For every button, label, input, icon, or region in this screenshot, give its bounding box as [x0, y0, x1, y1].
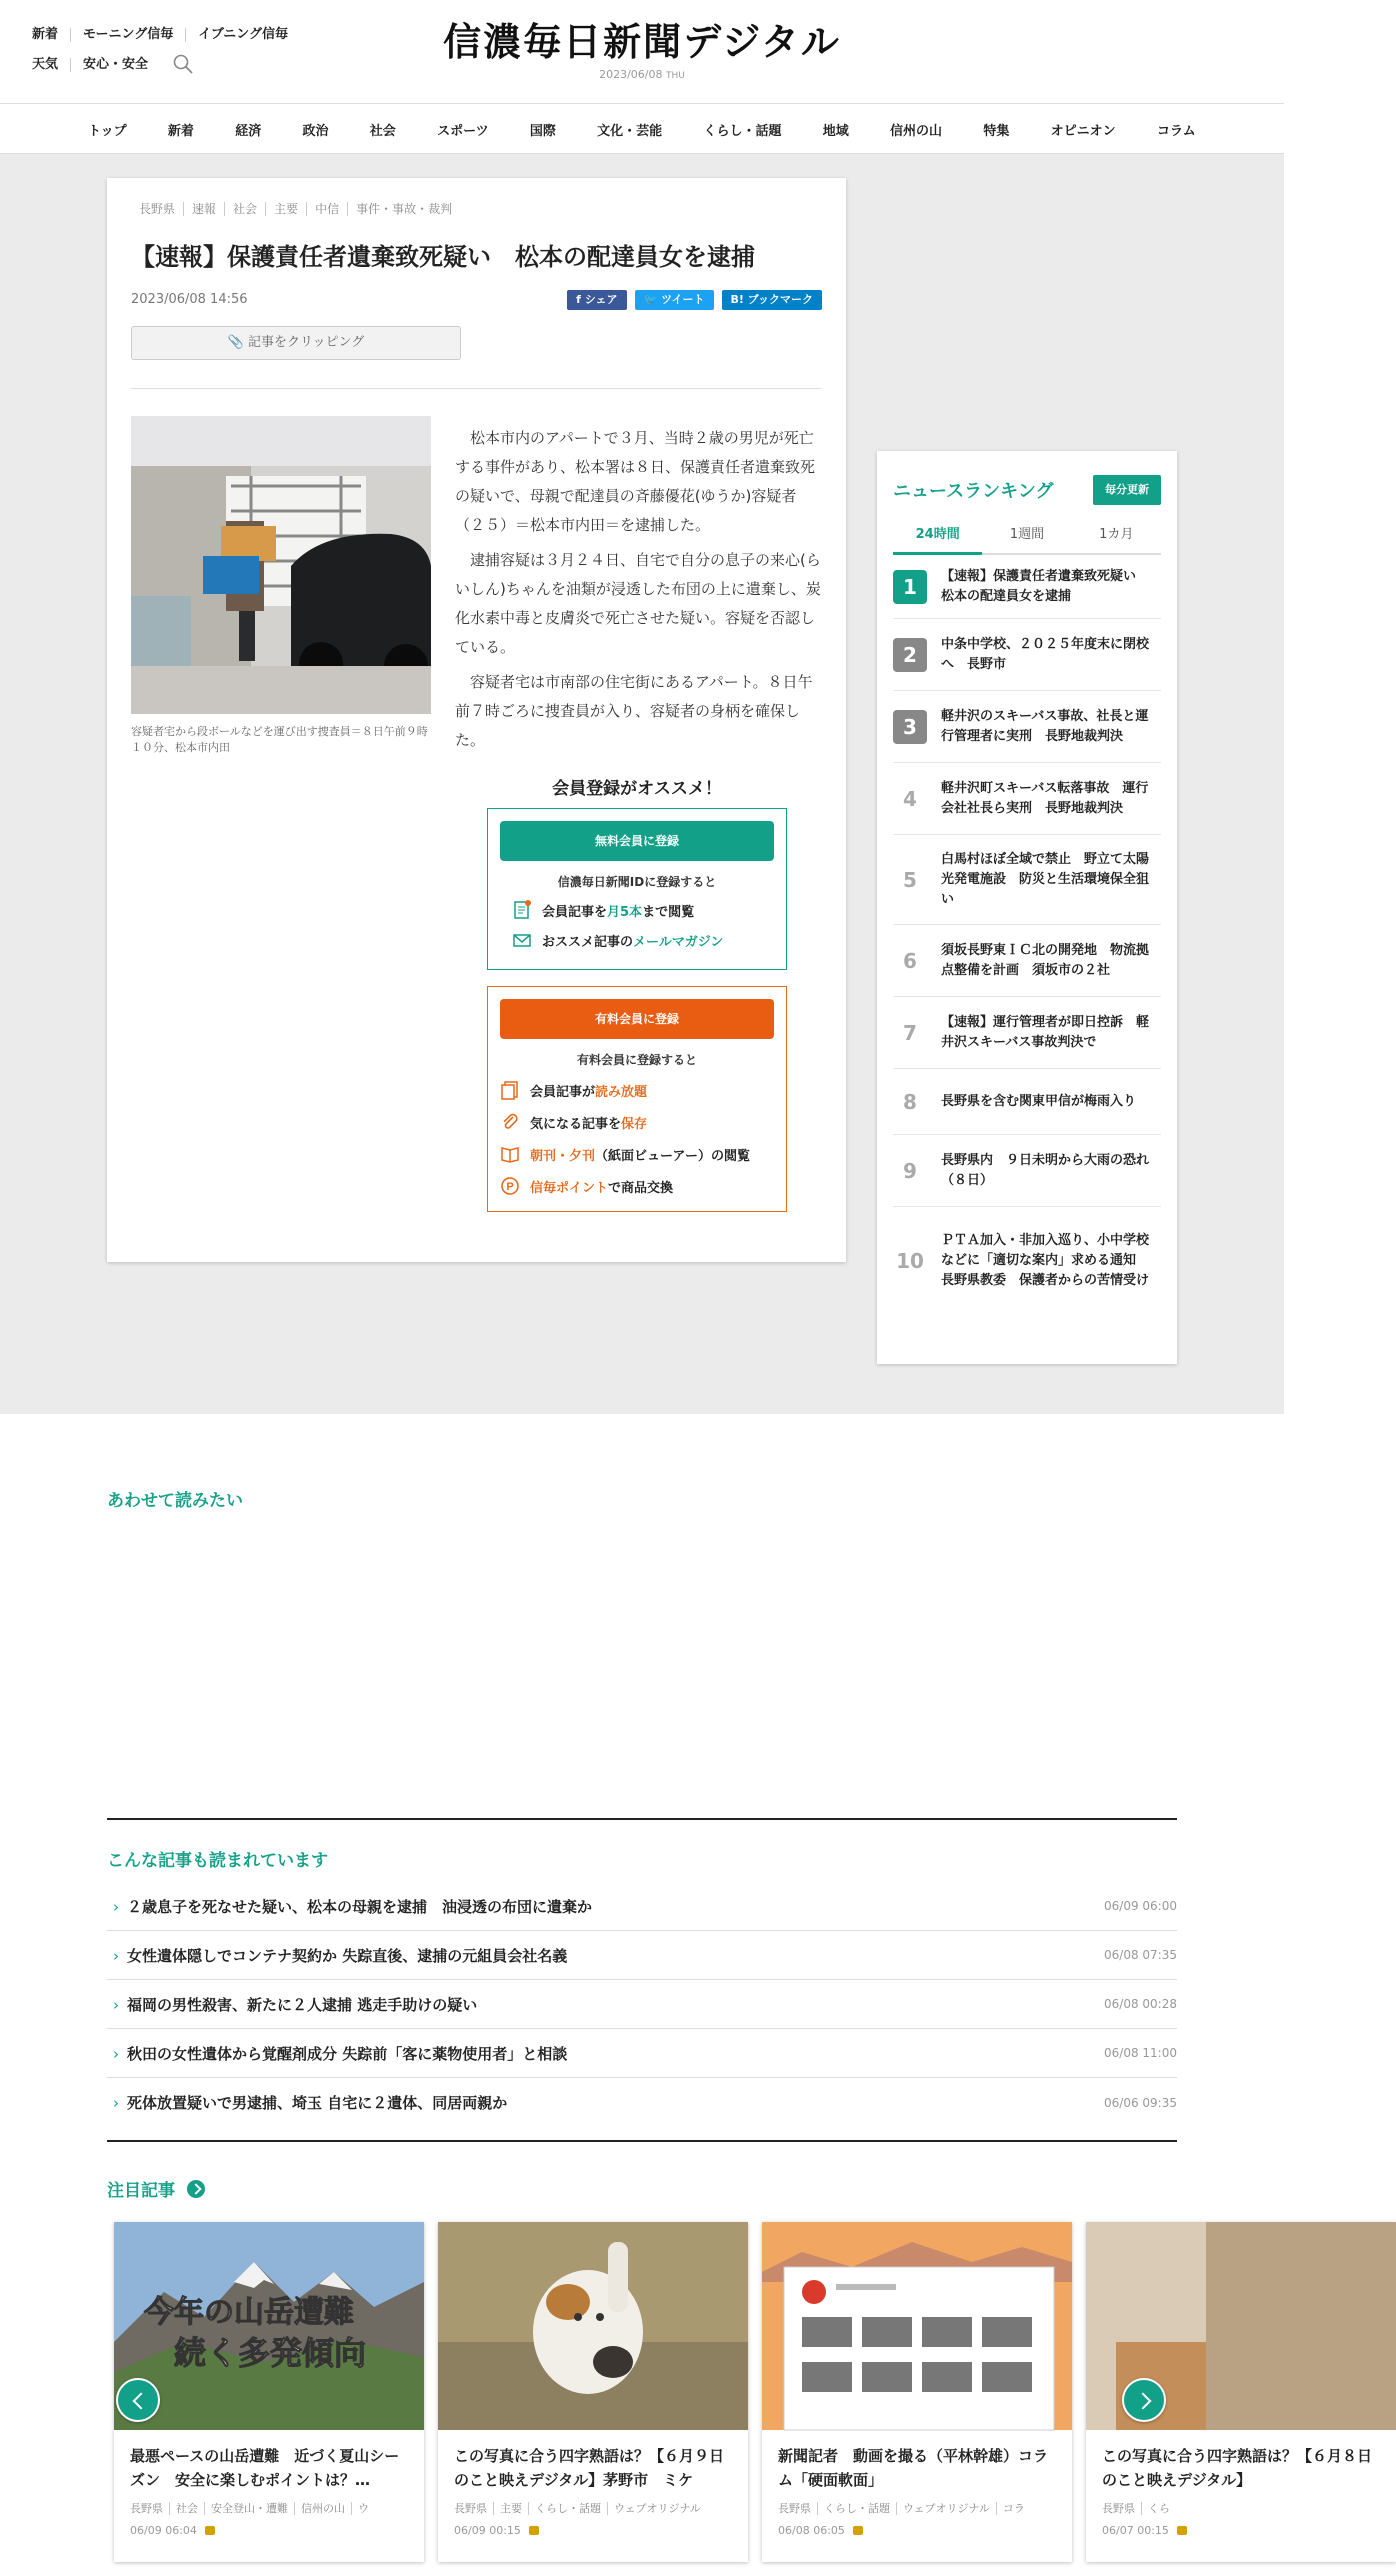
nav-item-region[interactable]: 地域	[822, 123, 849, 139]
nav-item-mountain[interactable]: 信州の山	[890, 123, 943, 139]
paragraph: 容疑者宅は市南部の住宅街にあるアパート。８日午前７時ごろに捜査員が入り、容疑者の身柄を確保した。	[455, 673, 813, 749]
divider	[131, 388, 821, 389]
photo-caption: 容疑者宅から段ボールなどを運び出す捜査員＝８日午前９時１０分、松本市内田	[131, 725, 428, 754]
nav-item-column[interactable]: コラム	[1156, 123, 1196, 139]
benefit-item: 気になる記事を 保存	[500, 1112, 774, 1132]
card-tags: 長野県 主要 くらし・話題 ウェブオリジナル	[438, 2492, 748, 2516]
card-date: 06/08 06:05	[762, 2516, 1072, 2537]
header-links	[32, 20, 300, 80]
free-registration-sub: 信濃毎日新聞IDに登録すると	[557, 875, 717, 889]
nav-item-life[interactable]: くらし・話題	[703, 123, 782, 139]
nav-item-top[interactable]: トップ	[88, 123, 127, 139]
list-item[interactable]: › 秋田の女性遺体から覚醒剤成分 失踪前「客に薬物使用者」と相談 06/08 11:00	[107, 2029, 1177, 2078]
card-date: 06/09 00:15	[438, 2516, 748, 2537]
paid-registration-box	[487, 986, 787, 1212]
site-header	[0, 0, 1284, 104]
tag[interactable]: 中信	[306, 202, 347, 216]
lock-icon	[529, 2526, 539, 2535]
logo-text: 信濃毎日新聞デジタル	[443, 19, 841, 64]
nav-item-sports[interactable]: スポーツ	[437, 123, 489, 139]
card-tags: 長野県 くら	[1086, 2492, 1396, 2516]
article-card-item[interactable]	[114, 2222, 424, 2562]
card-title: 新聞記者 動画を撮る（平林幹雄）コラム「硬面軟面」	[778, 2447, 1049, 2489]
tag[interactable]: 事件・事故・裁判	[347, 202, 460, 216]
paid-register-button[interactable]: 有料会員に登録	[500, 999, 774, 1039]
paragraph: 松本市内のアパートで３月、当時２歳の男児が死亡する事件があり、松本署は８日、保護責任者遺棄致死の疑いで、母親で配達員の斉藤優花(ゆうか)容疑者（２５）＝松本市内田＝を逮捕した。	[455, 429, 816, 534]
tag[interactable]: 社会	[224, 202, 265, 216]
header-link-weather[interactable]: 天気	[32, 57, 59, 72]
divider	[107, 1818, 1177, 1820]
tag[interactable]: 長野県	[139, 202, 176, 216]
nav-item-international[interactable]: 国際	[529, 123, 556, 139]
article-card	[107, 178, 846, 1262]
list-item[interactable]: › ２歳息子を死なせた疑い、松本の母親を逮捕 油浸透の布団に遺棄か 06/09 06:00	[107, 1882, 1177, 1931]
tab-1month[interactable]: 1カ月	[1099, 527, 1134, 542]
divider	[107, 2140, 1177, 2142]
card-date: 06/07 00:15	[1086, 2516, 1396, 2537]
tag[interactable]: 速報	[183, 202, 224, 216]
mail-icon	[512, 930, 532, 950]
ranking-item[interactable]: 8 長野県を含む関東甲信が梅雨入り	[893, 1069, 1161, 1135]
article-photo[interactable]	[131, 416, 431, 714]
header-link-morning[interactable]: モーニング信毎	[70, 28, 185, 42]
free-registration-box	[487, 808, 787, 970]
nav-item-culture[interactable]: 文化・芸能	[597, 123, 663, 139]
search-icon[interactable]	[172, 53, 196, 77]
global-nav	[0, 104, 1284, 154]
ranking-item[interactable]: 4 軽井沢町スキーバス転落事故 運行会社社長ら実刑 長野地裁判決	[893, 763, 1161, 835]
benefit-item: 会員記事を 月5本 まで閲覧	[500, 900, 774, 920]
benefit-item: P 信毎ポイント で商品交換	[500, 1176, 774, 1196]
article-date: 2023/06/08 14:56	[131, 292, 248, 307]
ranking-item[interactable]: 9 長野県内 ９日未明から大雨の恐れ（８日）	[893, 1135, 1161, 1207]
ranking-tabs	[893, 523, 1161, 555]
card-date: 06/09 06:04	[114, 2516, 424, 2537]
nav-item-society[interactable]: 社会	[369, 123, 396, 139]
lock-icon	[853, 2526, 863, 2535]
nav-item-politics[interactable]: 政治	[302, 123, 329, 139]
list-item[interactable]: › 女性遺体隠しでコンテナ契約か 失踪直後、逮捕の元組員会社名義 06/08 07:35	[107, 1931, 1177, 1980]
popular-list	[107, 1882, 1177, 2127]
clip-button[interactable]: 📎 記事をクリッピング	[131, 326, 461, 360]
svg-text:続く多発傾向: 続く多発傾向	[174, 2334, 367, 2372]
ranking-title: ニュースランキング	[893, 481, 1054, 502]
ranking-item[interactable]: 1 【速報】保護責任者遺棄致死疑い 松本の配達員女を逮捕	[893, 555, 1161, 619]
featured-section-title[interactable]: 注目記事	[107, 2176, 205, 2201]
paid-registration-sub: 有料会員に登録すると	[576, 1053, 697, 1067]
card-image	[762, 2222, 1072, 2430]
ranking-item[interactable]: 5 白馬村ほぼ全域で禁止 野立て太陽光発電施設 防災と生活環境保全狙い	[893, 835, 1161, 925]
nav-item-new[interactable]: 新着	[167, 123, 194, 139]
featured-carousel	[107, 2222, 1373, 2568]
article-card-item[interactable]	[762, 2222, 1072, 2562]
carousel-prev-button[interactable]	[116, 2378, 160, 2422]
card-image	[114, 2222, 424, 2430]
paperclip-icon	[500, 1112, 520, 1132]
chevron-right-icon	[187, 2180, 205, 2198]
card-tags: 長野県 くらし・話題 ウェブオリジナル コラ	[762, 2492, 1072, 2516]
header-link-new[interactable]: 新着	[32, 27, 59, 42]
list-item[interactable]: › 福岡の男性殺害、新たに２人逮捕 逃走手助けの疑い 06/08 00:28	[107, 1980, 1177, 2029]
article-headline: 【速報】保護責任者遺棄致死疑い 松本の配達員女を逮捕	[131, 243, 755, 271]
card-tags: 長野県 社会 安全登山・遭難 信州の山 ウ	[114, 2492, 424, 2516]
share-buttons	[567, 290, 822, 310]
article-body	[455, 424, 821, 761]
nav-item-feature[interactable]: 特集	[983, 123, 1010, 139]
benefit-item: 朝刊・夕刊 （紙面ビューアー）の閲覧	[500, 1144, 774, 1164]
nav-item-opinion[interactable]: オピニオン	[1050, 123, 1116, 139]
hatena-bookmark-button[interactable]: B! ブックマーク	[722, 290, 822, 310]
ranking-item[interactable]: 3 軽井沢のスキーバス事故、社長と運行管理者に実刑 長野地裁判決	[893, 691, 1161, 763]
card-image	[438, 2222, 748, 2430]
paragraph: 逮捕容疑は３月２４日、自宅で自分の息子の来心(らいしん)ちゃんを油類が浸透した布団の上に遺棄し、炭化水素中毒と皮膚炎で死亡させた疑い。容疑を否認している。	[455, 551, 821, 656]
card-title: 最悪ペースの山岳遭難 近づく夏山シーズン 安全に楽しむポイントは？…	[130, 2447, 400, 2489]
list-item[interactable]: › 死体放置疑いで男逮捕、埼玉 自宅に２遺体、同居両親か 06/06 09:35	[107, 2078, 1177, 2127]
facebook-share-button[interactable]: f シェア	[567, 290, 626, 310]
lock-icon	[205, 2526, 215, 2535]
registration-title: 会員登録がオススメ！	[552, 779, 722, 799]
header-link-evening[interactable]: イブニング信毎	[185, 28, 300, 42]
free-register-button[interactable]: 無料会員に登録	[500, 821, 774, 861]
news-ranking	[877, 451, 1177, 1364]
tab-24h[interactable]: 24時間	[893, 523, 982, 555]
document-icon	[512, 900, 532, 920]
header-link-safety[interactable]: 安心・安全	[70, 58, 160, 72]
card-title: この写真に合う四字熟語は？【６月８日のこと映えデジタル】	[1102, 2447, 1373, 2489]
ranking-item[interactable]: 2 中条中学校、２０２５年度末に閉校へ 長野市	[893, 619, 1161, 691]
ranking-item[interactable]: 7 【速報】運行管理者が即日控訴 軽井沢スキーバス事故判決で	[893, 997, 1161, 1069]
benefit-item: 会員記事が 読み放題	[500, 1080, 774, 1100]
site-logo[interactable]	[440, 18, 844, 81]
article-tags	[131, 202, 460, 216]
card-title: この写真に合う四字熟語は？【６月９日のこと映えデジタル】茅野市 ミケ	[454, 2447, 725, 2489]
header-date: 2023/06/08 THU	[599, 68, 685, 81]
documents-icon	[500, 1080, 520, 1100]
ranking-update-badge: 毎分更新	[1093, 475, 1161, 505]
twitter-share-button[interactable]: 🐦 ツイート	[635, 290, 714, 310]
tab-1week[interactable]: 1週間	[1009, 527, 1045, 542]
svg-text:P: P	[506, 1181, 514, 1193]
popular-section-title: こんな記事も読まれています	[107, 1851, 328, 1871]
paperclip-icon: 📎	[227, 335, 244, 350]
lock-icon	[1177, 2526, 1187, 2535]
nav-item-economy[interactable]: 経済	[235, 123, 262, 139]
book-icon	[500, 1144, 520, 1164]
benefit-item: おススメ記事の メールマガジン	[500, 930, 774, 950]
tag[interactable]: 主要	[265, 202, 306, 216]
article-card-item[interactable]	[438, 2222, 748, 2562]
ranking-item[interactable]: 6 須坂長野東ＩＣ北の開発地 物流拠点整備を計画 須坂市の２社	[893, 925, 1161, 997]
related-section-title: あわせて読みたい	[107, 1491, 243, 1511]
svg-text:今年の山岳遭難: 今年の山岳遭難	[144, 2295, 354, 2330]
ranking-item[interactable]: 10 ＰＴＡ加入・非加入巡り、小中学校などに「適切な案内」求める通知 長野県教委 保護者からの苦情受け	[896, 1233, 1150, 1288]
point-icon	[500, 1176, 520, 1196]
carousel-next-button[interactable]	[1122, 2378, 1166, 2422]
